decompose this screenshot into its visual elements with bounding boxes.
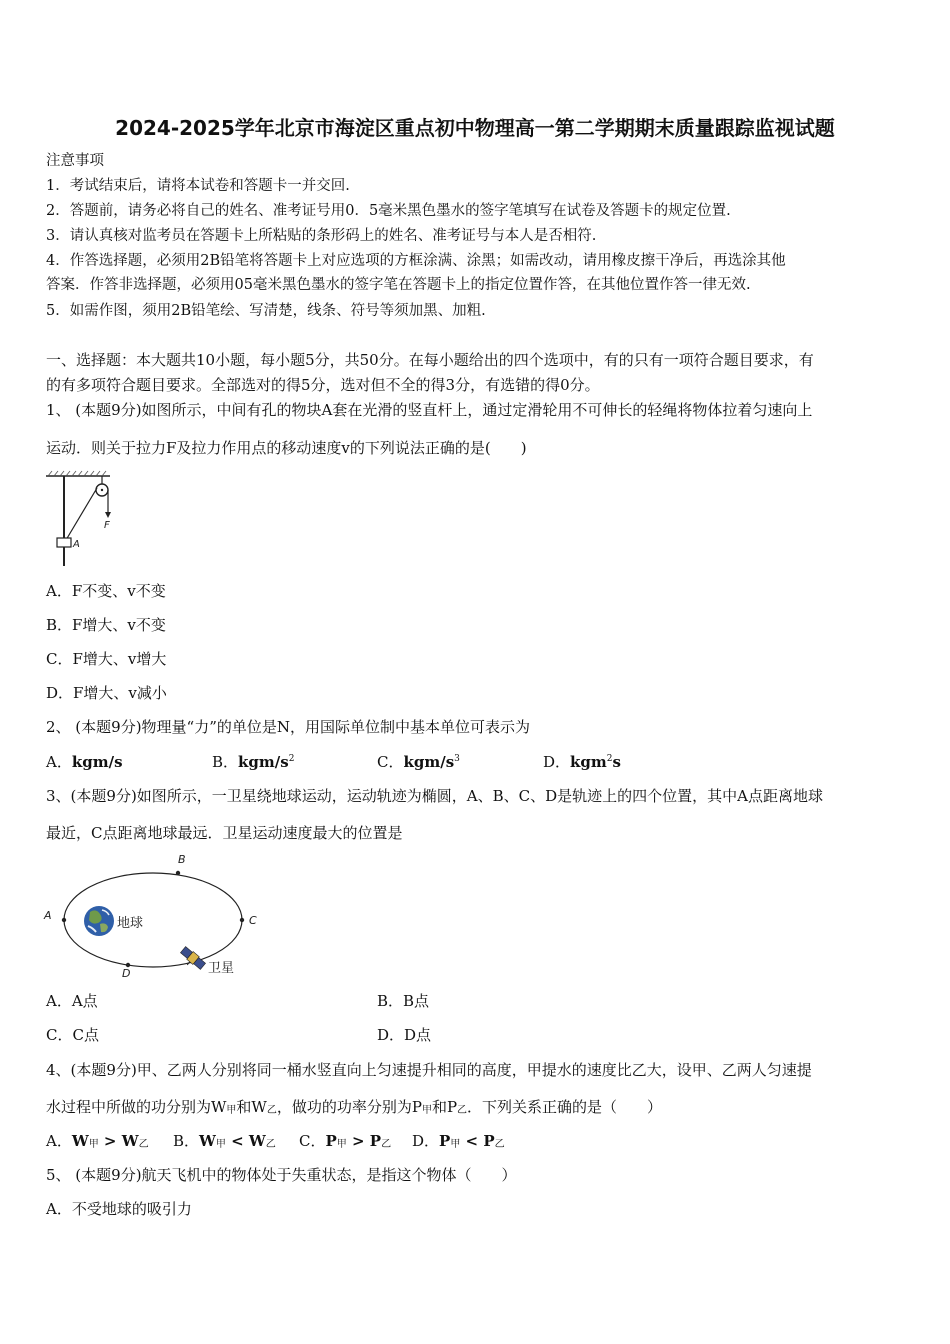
notes-item: 1．考试结束后，请将本试卷和答题卡一并交回. bbox=[46, 178, 350, 194]
option-subscript: 甲 bbox=[450, 1139, 461, 1150]
q4-option-c bbox=[299, 1130, 391, 1152]
page-title: 2024-2025学年北京市海淀区重点初中物理高一第二学期期末质量跟踪监视试题 bbox=[115, 116, 835, 140]
q2-option-d bbox=[543, 751, 621, 773]
option-subscript: 甲 bbox=[336, 1139, 347, 1150]
option-unit-tail: s bbox=[612, 753, 621, 771]
option-operator: > W bbox=[98, 1132, 139, 1150]
option-unit: kgm/s bbox=[403, 753, 455, 771]
force-arrow-icon bbox=[105, 512, 111, 518]
pulley-axle bbox=[101, 489, 103, 491]
section-instructions-line2: 的有多项符合题目要求。全部选对的得5分，选对但不全的得3分，有选错的得0分。 bbox=[46, 376, 600, 394]
notes-item: 3．请认真核对监考员在答题卡上所粘贴的条形码上的姓名、准考证号与本人是否相符. bbox=[46, 228, 597, 244]
option-subscript: 乙 bbox=[138, 1139, 149, 1150]
stem-text: 和P bbox=[431, 1098, 458, 1116]
q1-option-d: D．F增大、v减小 bbox=[46, 684, 167, 702]
option-label: B． bbox=[212, 753, 239, 771]
q2-option-a bbox=[46, 751, 123, 773]
q1-option-c: C．F增大、v增大 bbox=[46, 650, 167, 668]
option-left: W bbox=[71, 1132, 89, 1150]
q3-stem-line2: 最近，C点距离地球最远．卫星运动速度最大的位置是 bbox=[46, 824, 403, 842]
stem-text: ．下列关系正确的是（ ） bbox=[467, 1098, 663, 1116]
stem-text: 水过程中所做的功分别为W bbox=[46, 1098, 227, 1116]
option-label: A． bbox=[46, 1132, 72, 1150]
section-instructions-line1: 一、选择题：本大题共10小题，每小题5分，共50分。在每小题给出的四个选项中，有的只有一项符合题目要求，有 bbox=[46, 351, 814, 369]
stem-text: ，做功的功率分别为P bbox=[276, 1098, 422, 1116]
option-label: D． bbox=[543, 753, 571, 771]
option-operator: > P bbox=[346, 1132, 382, 1150]
option-operator: < P bbox=[460, 1132, 495, 1150]
point-b-label: B bbox=[178, 853, 186, 866]
q1-pulley-figure bbox=[44, 470, 124, 570]
option-unit: kgm/s bbox=[71, 753, 123, 771]
q3-option-b: B．B点 bbox=[377, 992, 430, 1010]
stem-subscript: 乙 bbox=[457, 1105, 468, 1116]
q1-stem-line2: 运动．则关于拉力F及拉力作用点的移动速度v的下列说法正确的是( ) bbox=[46, 439, 527, 457]
q5-stem: 5、 (本题9分)航天飞机中的物体处于失重状态，是指这个物体（ ） bbox=[46, 1166, 517, 1184]
option-label: C． bbox=[299, 1132, 326, 1150]
point-a-label: A bbox=[44, 909, 52, 922]
option-subscript: 乙 bbox=[265, 1139, 276, 1150]
point-d-label: D bbox=[122, 967, 131, 980]
point-b-marker bbox=[176, 871, 180, 875]
notes-item: 5．如需作图，须用2B铅笔绘、写清楚，线条、符号等须加黑、加粗. bbox=[46, 303, 486, 319]
rope-segment bbox=[66, 488, 97, 540]
option-subscript: 乙 bbox=[494, 1139, 505, 1150]
point-c-label: C bbox=[249, 914, 257, 927]
option-exponent: 3 bbox=[454, 754, 460, 764]
notes-heading: 注意事项 bbox=[46, 153, 104, 169]
q5-option-a: A．不受地球的吸引力 bbox=[46, 1200, 192, 1218]
option-subscript: 乙 bbox=[381, 1139, 392, 1150]
q3-option-a: A．A点 bbox=[46, 992, 98, 1010]
q4-option-a bbox=[46, 1130, 149, 1152]
stem-subscript: 甲 bbox=[226, 1105, 237, 1116]
option-subscript: 甲 bbox=[88, 1139, 99, 1150]
force-label: F bbox=[104, 520, 110, 531]
q4-stem-line1: 4、(本题9分)甲、乙两人分别将同一桶水竖直向上匀速提升相同的高度，甲提水的速度比乙大，设甲、乙两人匀速提 bbox=[46, 1061, 812, 1079]
option-left: P bbox=[325, 1132, 337, 1150]
stem-subscript: 甲 bbox=[421, 1105, 432, 1116]
option-unit: kgm bbox=[570, 753, 607, 771]
q2-stem: 2、 (本题9分)物理量“力”的单位是N，用国际单位制中基本单位可表示为 bbox=[46, 718, 531, 736]
option-left: W bbox=[199, 1132, 216, 1150]
notes-item: 2．答题前，请务必将自己的姓名、准考证号用0．5毫米黑色墨水的签字笔填写在试卷及答题卡的规定位置. bbox=[46, 203, 731, 219]
point-c-marker bbox=[240, 918, 244, 922]
block-a bbox=[57, 538, 71, 547]
stem-text: 和W bbox=[236, 1098, 267, 1116]
option-exponent: 2 bbox=[288, 754, 295, 764]
q3-orbit-figure bbox=[40, 850, 270, 980]
option-unit: kgm/s bbox=[238, 753, 289, 771]
q1-stem-line1: 1、 (本题9分)如图所示，中间有孔的物块A套在光滑的竖直杆上，通过定滑轮用不可伸长的轻绳将物体拉着匀速向上 bbox=[46, 401, 813, 419]
notes-item: 答案．作答非选择题，必须用05毫米黑色墨水的签字笔在答题卡上的指定位置作答，在其他位置作答一律无效. bbox=[46, 277, 751, 293]
option-label: A． bbox=[46, 753, 72, 771]
q1-option-a: A．F不变、v不变 bbox=[46, 582, 166, 600]
option-label: B． bbox=[173, 1132, 200, 1150]
point-a-marker bbox=[62, 918, 66, 922]
satellite-label: 卫星 bbox=[208, 961, 235, 976]
q2-option-b bbox=[212, 751, 294, 773]
option-label: D． bbox=[412, 1132, 440, 1150]
q3-stem-line1: 3、(本题9分)如图所示，一卫星绕地球运动，运动轨迹为椭圆，A、B、C、D是轨迹上的四个位置，其中A点距离地球 bbox=[46, 787, 823, 805]
stem-subscript: 乙 bbox=[266, 1105, 277, 1116]
q2-option-c bbox=[377, 751, 460, 773]
earth-label: 地球 bbox=[117, 916, 144, 931]
q3-option-c: C．C点 bbox=[46, 1026, 99, 1044]
q4-stem-line2 bbox=[46, 1096, 908, 1118]
q4-option-d bbox=[412, 1130, 505, 1152]
option-left: P bbox=[439, 1132, 451, 1150]
earth-icon bbox=[84, 906, 114, 936]
block-label: A bbox=[73, 539, 80, 550]
q4-option-b bbox=[173, 1130, 276, 1152]
option-exponent: 2 bbox=[606, 754, 613, 764]
q1-option-b: B．F增大、v不变 bbox=[46, 616, 166, 634]
notes-item: 4．作答选择题，必须用2B铅笔将答题卡上对应选项的方框涂满、涂黑；如需改动，请用橡皮擦干净后，再选涂其他 bbox=[46, 253, 786, 269]
option-operator: < W bbox=[225, 1132, 266, 1150]
option-label: C． bbox=[377, 753, 404, 771]
option-subscript: 甲 bbox=[215, 1139, 226, 1150]
q3-option-d: D．D点 bbox=[377, 1026, 432, 1044]
